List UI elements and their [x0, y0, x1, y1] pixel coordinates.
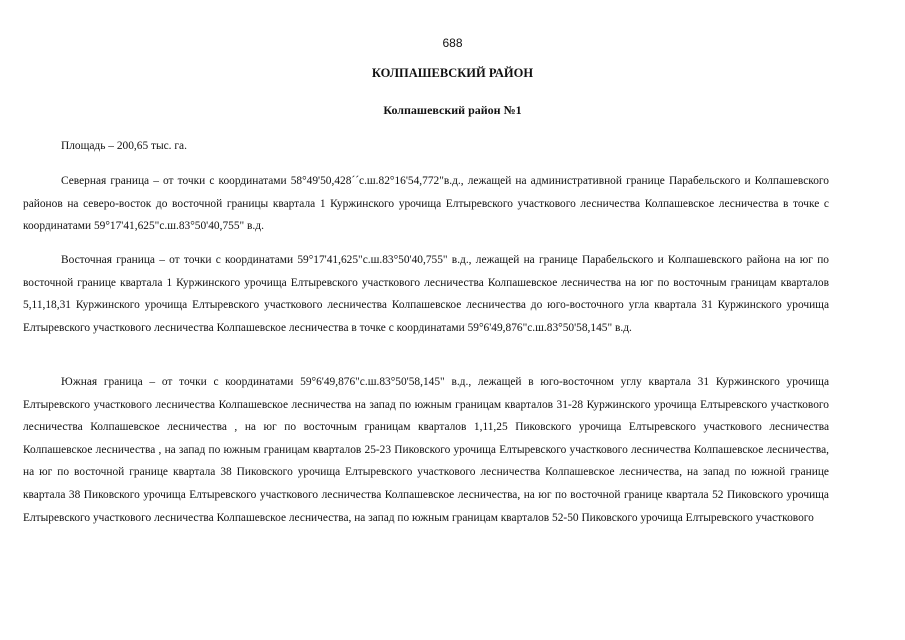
page-number: 688 [442, 36, 463, 50]
area-paragraph: Площадь – 200,65 тыс. га. [61, 140, 187, 152]
south-border-paragraph: Южная граница – от точки с координатами 59°6'49,876"с.ш.83°50'58,145" в.д., лежащей в юго-восточном углу квартала 31 Куржинского урочища Елтыревского участкового лесничества Колпашевское лесничества на запад по южным границам кварталов 31-28 Куржинского урочища Елтыревского участкового лесничества Колпашевское лесничества , на юг по восточным границам кварталов 1,11,25 Пиковского урочища Елтыревского участкового лесничества Колпашевское лесничества , на запад по южным границам кварталов 25-23 Пиковского урочища Елтыревского участкового лесничества Колпашевское лесничества, на юг по восточной границе квартала 38 Пиковского урочища Елтыревского участкового лесничества Колпашевское лесничества, на запад по южной границе квартала 38 Пиковского урочища Елтыревского участкового лесничества Колпашевское лесничества, на юг по восточной границе квартала 52 Пиковского урочища Елтыревского участкового лесничества Колпашевское лесничества, на запад по южным границам кварталов 52-50 Пиковского урочища Елтыревского участкового [23, 376, 829, 524]
east-border-paragraph: Восточная граница – от точки с координатами 59°17'41,625"с.ш.83°50'40,755" в.д., лежащей на границе Парабельского и Колпашевского района на юг по восточной границе квартала 1 Куржинского урочища Елтыревского участкового лесничества Колпашевское лесничества на юг по восточным границам кварталов 5,11,18,31 Куржинского урочища Елтыревского участкового лесничества Колпашевское лесничества до юго-восточного угла квартала 31 Куржинского урочища Елтыревского участкового лесничества Колпашевское лесничества в точке с координатами 59°6'49,876"с.ш.83°50'58,145" в.д. [23, 254, 829, 334]
north-border-paragraph: Северная граница – от точки с координатами 58°49'50,428´´с.ш.82°16'54,772"в.д., лежащей на административной границе Парабельского и Колпашевского районов на северо-восток до восточной границы квартала 1 Куржинского урочища Елтыревского участкового лесничества Колпашевское лесничества в точке с координатами 59°17'41,625"с.ш.83°50'40,755" в.д. [23, 175, 829, 233]
document-title: КОЛПАШЕВСКИЙ РАЙОН [371, 66, 534, 80]
section-subtitle: Колпашевский район №1 [383, 103, 522, 117]
